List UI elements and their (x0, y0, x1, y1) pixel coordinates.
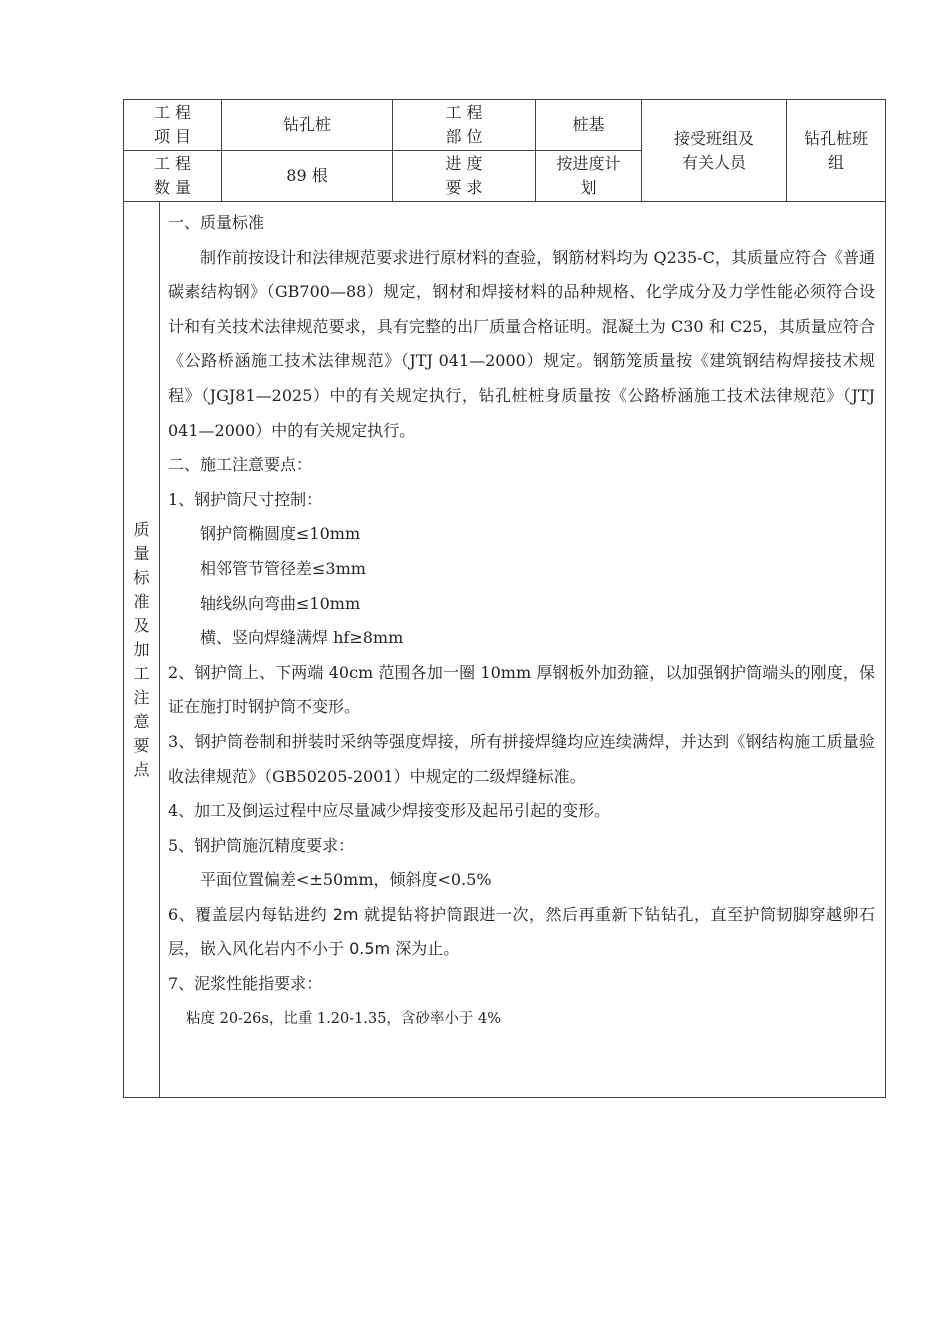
text-run: 2m (332, 904, 359, 924)
section-title: 二、施工注意要点： (168, 455, 313, 475)
side-label-char: 量 (133, 543, 150, 563)
label-line: 工 程 (153, 154, 192, 173)
side-label-char: 点 (133, 759, 150, 779)
label-line: 数 量 (153, 178, 192, 197)
label-line: 要 求 (445, 178, 483, 197)
project-part-value: 桩基 (536, 100, 642, 151)
text-run: 就提钻将护筒跟进一次，然后再重新下钻钻孔，直至护筒韧脚穿越卵石层，嵌入风化岩内不小于 (168, 904, 875, 959)
text-run: 0.5m (349, 939, 391, 959)
sub-item: 横、竖向焊缝满焊 hf≥8mm (200, 628, 404, 648)
text-run: 深为止。 (390, 939, 460, 959)
label-line: 部 位 (445, 127, 483, 146)
section-title: 一、质量标准 (168, 213, 265, 232)
project-item-label (124, 100, 222, 151)
value-line: 组 (827, 152, 844, 172)
list-item: 3、钢护筒卷制和拼装时采纳等强度焊接，所有拼接焊缝均应连续满焊，并达到《钢结构施工质量验收法律规范》（GB50205-2001）中规定的二级焊缝标准。 (168, 731, 875, 786)
project-item-value: 钻孔桩 (222, 100, 393, 151)
value-line: 按进度计 (556, 154, 621, 173)
value-line: 划 (580, 178, 597, 197)
list-item (168, 898, 875, 967)
side-label-char: 注 (133, 687, 150, 707)
side-label-char: 准 (133, 591, 150, 611)
side-label-char: 加 (133, 639, 150, 659)
content-body (160, 202, 886, 1098)
label-line: 接受班组及 (673, 128, 754, 148)
list-item: 7、泥浆性能指要求： (168, 974, 323, 994)
side-label-char: 意 (133, 711, 150, 731)
side-label-char: 质 (133, 519, 150, 539)
value-line: 钻孔桩班 (803, 128, 868, 148)
receiving-team-value (787, 100, 886, 202)
side-label-char: 标 (133, 567, 150, 587)
label-line: 工 程 (445, 103, 483, 122)
sub-item: 轴线纵向弯曲≤10mm (200, 593, 361, 613)
label-line: 有关人员 (681, 152, 746, 172)
side-label-char: 及 (133, 615, 150, 635)
side-label-char: 要 (133, 735, 150, 755)
schedule-requirement-label (393, 151, 536, 202)
side-label-quality-standards (124, 202, 160, 1098)
project-part-label (393, 100, 536, 151)
list-item: 5、钢护筒施沉精度要求： (168, 835, 355, 855)
list-item: 4、加工及倒运过程中应尽量减少焊接变形及起吊引起的变形。 (168, 801, 611, 821)
project-quantity-label (124, 151, 222, 202)
receiving-team-label (642, 100, 787, 202)
label-line: 进 度 (445, 154, 483, 173)
list-item: 1、钢护筒尺寸控制： (168, 489, 323, 509)
project-quantity-value: 89 根 (222, 151, 393, 202)
sub-item: 钢护筒椭圆度≤10mm (200, 524, 361, 544)
sub-item: 相邻管节管径差≤3mm (200, 558, 366, 578)
sub-item: 平面位置偏差<±50mm，倾斜度<0.5% (200, 870, 492, 890)
label-line: 工 程 (153, 103, 192, 122)
technical-disclosure-table (123, 99, 886, 1098)
text-run: 6、覆盖层内每钻进约 (168, 904, 333, 924)
paragraph: 制作前按设计和法律规范要求进行原材料的查验，钢筋材料均为 Q235-C，其质量应符合《普通碳素结构钢》（GB700—88）规定，钢材和焊接材料的品种规格、化学成分及力学性能必须符合设计和有关技术法律规范要求，具有完整的出厂质量合格证明。混凝土为 C30 和 C25，其质量应符合《公路桥涵施工技术法律规范》（JTJ 041—2000）规定。钢筋笼质量按《建筑钢结构焊接技术规程》（JGJ81—2025）中的有关规定执行，钻孔桩桩身质量按《公路桥涵施工技术法律规范》（JTJ 041—2000）中的有关规定执行。 (168, 247, 875, 440)
sub-item: 粘度 20-26s，比重 1.20-1.35，含砂率小于 4% (186, 1010, 502, 1027)
side-label-char: 工 (133, 663, 150, 683)
label-line: 项 目 (153, 127, 192, 146)
schedule-requirement-value (536, 151, 642, 202)
list-item: 2、钢护筒上、下两端 40cm 范围各加一圈 10mm 厚钢板外加劲箍，以加强钢护筒端头的刚度，保证在施打时钢护筒不变形。 (168, 662, 875, 717)
